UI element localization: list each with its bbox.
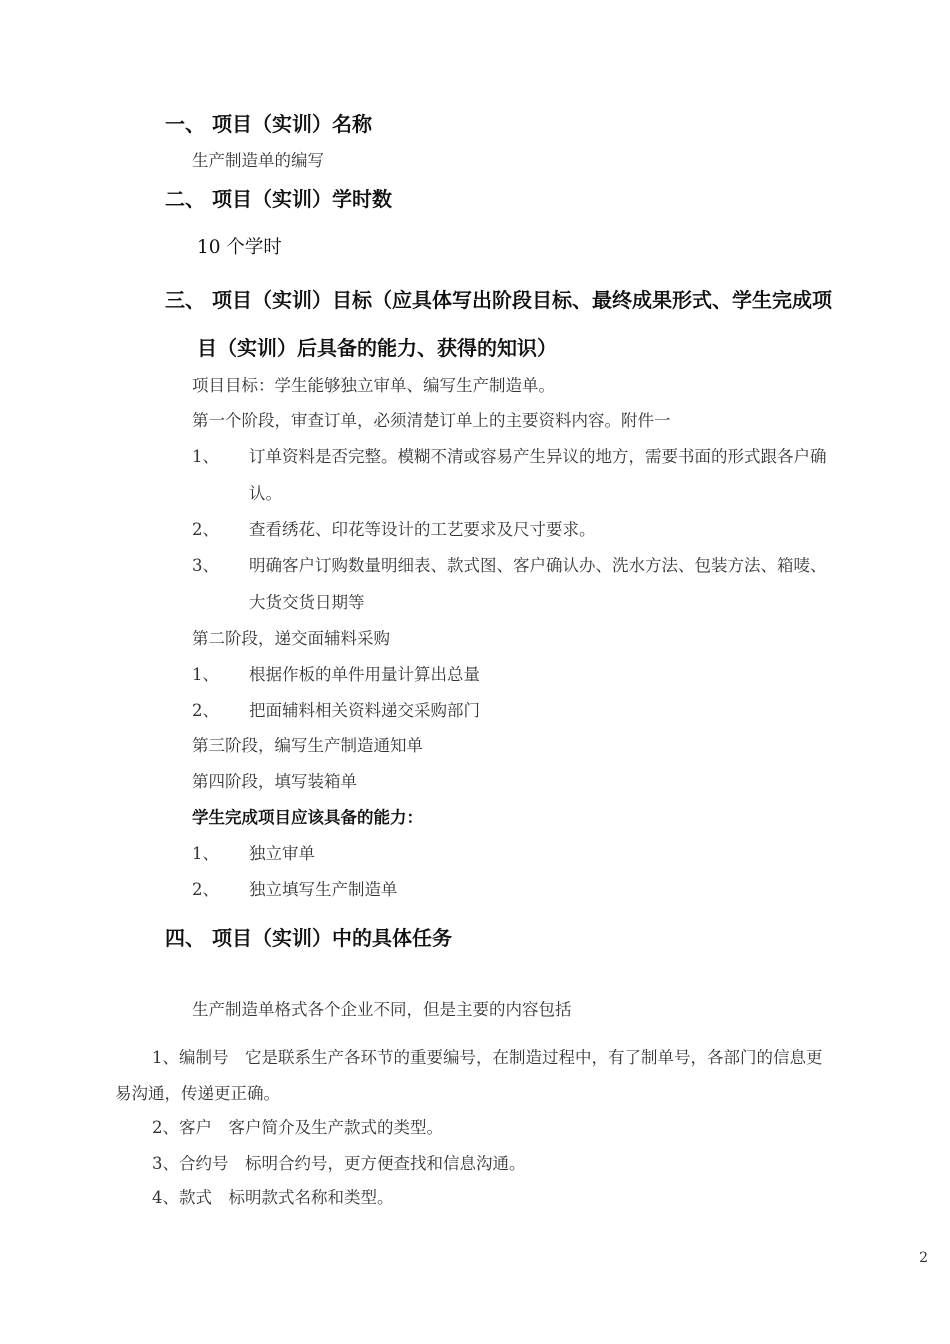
list-item-text: 独立填写生产制造单 <box>249 880 398 899</box>
list-item-number: 2、 <box>192 520 219 539</box>
project-goal: 项目目标：学生能够独立审单、编写生产制造单。 <box>192 376 555 395</box>
list-item-text: 查看绣花、印花等设计的工艺要求及尺寸要求。 <box>249 520 596 539</box>
list-item-number: 1、 <box>192 447 219 466</box>
item-2: 2、客户 客户简介及生产款式的类型。 <box>152 1118 443 1137</box>
section-3-heading-line1: 三、 项目（实训）目标（应具体写出阶段目标、最终成果形式、学生完成项 <box>165 288 832 312</box>
item-1-line2: 易沟通，传递更正确。 <box>115 1084 280 1103</box>
list-item-number: 3、 <box>192 556 219 575</box>
stage-2: 第二阶段，递交面辅料采购 <box>192 629 390 648</box>
list-item-text-cont: 大货交货日期等 <box>249 593 365 612</box>
class-hours: 10 个学时 <box>197 237 282 258</box>
project-name: 生产制造单的编写 <box>192 151 324 170</box>
list-item-number: 1、 <box>192 665 219 684</box>
section-3-heading-line2: 目（实训）后具备的能力、获得的知识） <box>197 336 557 360</box>
stage-4: 第四阶段，填写装箱单 <box>192 772 357 791</box>
list-item-text: 订单资料是否完整。模糊不清或容易产生异议的地方，需要书面的形式跟各户确 <box>249 447 827 466</box>
list-item-number: 1、 <box>192 844 219 863</box>
list-item-text: 根据作板的单件用量计算出总量 <box>249 665 480 684</box>
list-item-number: 2、 <box>192 701 219 720</box>
section-1-heading: 一、 项目（实训）名称 <box>165 112 372 136</box>
item-4: 4、款式 标明款式名称和类型。 <box>152 1188 394 1207</box>
list-item-text: 把面辅料相关资料递交采购部门 <box>249 701 480 720</box>
item-3: 3、合约号 标明合约号，更方便查找和信息沟通。 <box>152 1154 526 1173</box>
section-4-intro: 生产制造单格式各个企业不同，但是主要的内容包括 <box>192 1000 572 1019</box>
list-item-text: 明确客户订购数量明细表、款式图、客户确认办、洗水方法、包装方法、箱唛、 <box>249 556 827 575</box>
page-number: 2 <box>919 1250 928 1266</box>
section-2-heading: 二、 项目（实训）学时数 <box>165 187 392 211</box>
list-item-number: 2、 <box>192 880 219 899</box>
list-item-text-cont: 认。 <box>249 484 282 503</box>
stage-1: 第一个阶段，审查订单，必须清楚订单上的主要资料内容。附件一 <box>192 411 671 430</box>
item-1-line1: 1、编制号 它是联系生产各环节的重要编号，在制造过程中，有了制单号，各部门的信息更 <box>152 1048 823 1067</box>
ability-title: 学生完成项目应该具备的能力： <box>192 808 423 827</box>
list-item-text: 独立审单 <box>249 844 315 863</box>
stage-3: 第三阶段，编写生产制造通知单 <box>192 736 423 755</box>
section-4-heading: 四、 项目（实训）中的具体任务 <box>165 926 452 950</box>
